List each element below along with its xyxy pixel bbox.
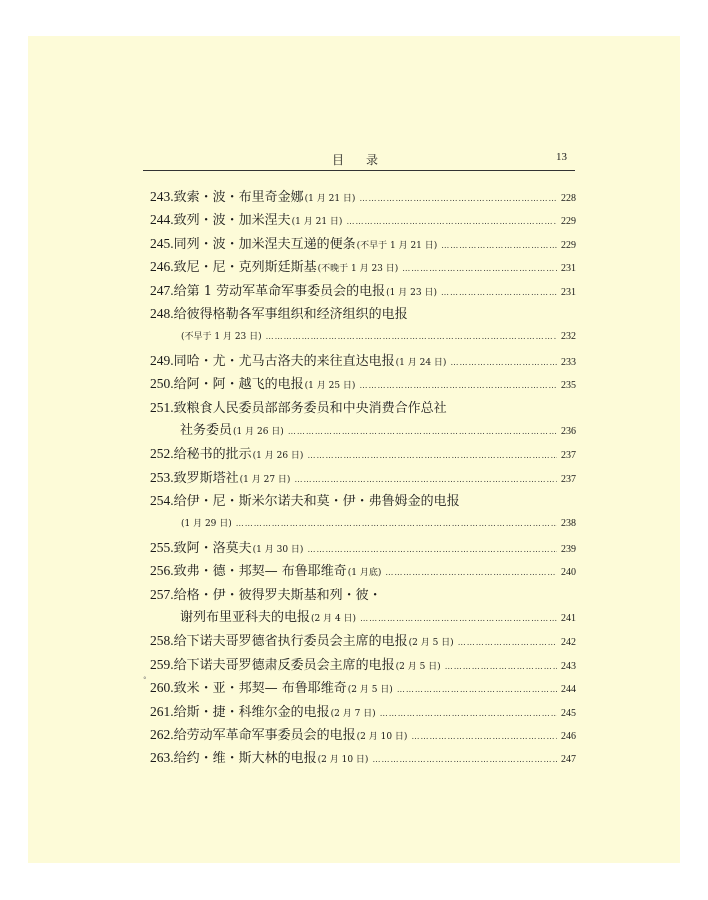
toc-entry-page: 240 bbox=[561, 567, 576, 579]
toc-dot-leader bbox=[458, 631, 557, 654]
toc-entry-title: 致米・亚・邦契— 布鲁耶维奇 bbox=[173, 681, 347, 697]
toc-entry bbox=[150, 279, 576, 302]
toc-entry-date: (2 月 7 日) bbox=[330, 708, 376, 719]
toc-entry-title-cont: 谢列布里亚科夫的电报 bbox=[180, 610, 311, 626]
toc-entry-line bbox=[150, 583, 576, 606]
toc-dot-leader bbox=[385, 561, 557, 584]
header-page-number: 13 bbox=[556, 151, 567, 163]
toc-entry-line bbox=[150, 629, 576, 652]
toc-dot-leader bbox=[441, 234, 557, 257]
toc-entry-number: 258. bbox=[150, 633, 174, 649]
toc-dot-leader bbox=[372, 748, 557, 771]
toc-entry-number: 261. bbox=[150, 703, 174, 719]
toc-entry-line bbox=[150, 559, 576, 582]
toc-entry-number: 248. bbox=[150, 305, 174, 321]
toc-entry-page: 229 bbox=[561, 239, 576, 251]
toc-dot-leader bbox=[307, 444, 557, 467]
toc-dot-leader bbox=[359, 374, 557, 397]
toc-entry-number: 249. bbox=[150, 352, 174, 368]
toc-entry-page: 244 bbox=[561, 684, 576, 696]
toc-entry bbox=[150, 723, 576, 746]
toc-entry-continuation-line bbox=[150, 606, 576, 629]
toc-entry-date: (1 月 21 日) bbox=[304, 194, 356, 204]
toc-entry-page: 243 bbox=[561, 660, 576, 672]
toc-entry-number: 250. bbox=[150, 376, 174, 392]
toc-entry-number: 254. bbox=[150, 493, 174, 509]
toc-entry-number: 247. bbox=[150, 282, 174, 298]
toc-dot-leader bbox=[441, 281, 557, 304]
toc-entry-date: (2 月 5 日) bbox=[395, 661, 441, 672]
toc-dot-leader bbox=[411, 725, 557, 748]
toc-entry-page: 246 bbox=[561, 730, 576, 742]
toc-entry-title-cont: 社务委员 bbox=[180, 422, 233, 438]
toc-entry bbox=[150, 208, 576, 231]
table-of-contents bbox=[150, 185, 576, 770]
toc-entry-title: 给伊・尼・斯米尔诺夫和莫・伊・弗鲁姆金的电报 bbox=[173, 494, 460, 510]
header-title: 目录 bbox=[332, 153, 401, 167]
toc-dot-leader bbox=[397, 678, 557, 701]
toc-entry-page: 241 bbox=[561, 613, 576, 625]
toc-entry-line bbox=[150, 536, 576, 559]
toc-entry-page: 232 bbox=[561, 331, 576, 343]
toc-entry-title: 给斯・捷・科维尔金的电报 bbox=[173, 704, 330, 720]
toc-entry bbox=[150, 302, 576, 349]
toc-entry-page: 242 bbox=[561, 637, 576, 649]
toc-dot-leader bbox=[450, 351, 557, 374]
toc-entry-title: 给第 1 劳动军革命军事委员会的电报 bbox=[173, 283, 386, 299]
toc-entry-number: 257. bbox=[150, 586, 174, 602]
toc-entry-date: (2 月 4 日) bbox=[311, 614, 357, 625]
toc-entry-page: 233 bbox=[561, 356, 576, 368]
toc-entry-title: 致索・波・布里奇金娜 bbox=[173, 190, 304, 205]
toc-entry bbox=[150, 232, 576, 255]
toc-entry-date: (2 月 10 日) bbox=[317, 755, 369, 766]
toc-entry-continuation-line bbox=[150, 512, 576, 535]
toc-entry-page: 238 bbox=[561, 518, 576, 530]
toc-entry-title: 同哈・尤・尤马古洛夫的来往直达电报 bbox=[173, 353, 395, 369]
toc-entry-line bbox=[150, 442, 576, 465]
toc-entry-page: 245 bbox=[561, 707, 576, 719]
toc-entry-title: 致尼・尼・克列斯廷斯基 bbox=[173, 260, 317, 276]
toc-entry-number: 244. bbox=[150, 212, 174, 228]
toc-entry-page: 237 bbox=[561, 473, 576, 485]
toc-entry-date: (1 月 21 日) bbox=[291, 217, 343, 228]
toc-entry-line bbox=[150, 372, 576, 395]
toc-entry-title: 给格・伊・彼得罗夫斯基和列・彼・ bbox=[173, 587, 382, 603]
toc-entry bbox=[150, 372, 576, 395]
toc-entry-date: (1 月 25 日) bbox=[304, 381, 356, 392]
page-header bbox=[143, 150, 575, 171]
toc-dot-leader bbox=[236, 512, 557, 535]
toc-entry-number: 263. bbox=[150, 750, 174, 766]
toc-entry-number: 256. bbox=[150, 563, 174, 579]
toc-entry-line bbox=[150, 279, 576, 302]
toc-entry-title: 给阿・阿・越飞的电报 bbox=[173, 377, 304, 393]
toc-entry-title: 致罗斯塔社 bbox=[173, 470, 239, 486]
toc-entry-title: 给劳动军革命军事委员会的电报 bbox=[173, 727, 356, 743]
toc-entry bbox=[150, 583, 576, 630]
toc-entry-line bbox=[150, 185, 576, 208]
toc-entry-page: 236 bbox=[561, 425, 576, 437]
toc-entry-page: 231 bbox=[561, 286, 576, 298]
toc-entry bbox=[150, 536, 576, 559]
toc-entry-page: 229 bbox=[561, 216, 576, 228]
toc-entry-line bbox=[150, 232, 576, 255]
toc-dot-leader bbox=[294, 468, 557, 491]
toc-entry-line bbox=[150, 489, 576, 512]
toc-entry-date: (不晚于 1 月 23 日) bbox=[317, 264, 399, 275]
toc-entry-date: (1 月底) bbox=[347, 568, 382, 579]
toc-dot-leader bbox=[402, 257, 557, 280]
toc-entry-date: (1 月 24 日) bbox=[395, 357, 447, 368]
toc-entry-number: 245. bbox=[150, 235, 174, 251]
toc-entry-date: (1 月 30 日) bbox=[252, 544, 304, 555]
toc-entry-date: (2 月 5 日) bbox=[408, 638, 454, 649]
toc-entry bbox=[150, 489, 576, 536]
toc-entry-title: 致粮食人民委员部部务委员和中央消费合作总社 bbox=[173, 400, 447, 416]
toc-entry-number: 246. bbox=[150, 259, 174, 275]
toc-entry-title: 同列・波・加米涅夫互递的便条 bbox=[173, 236, 356, 252]
toc-entry-line bbox=[150, 723, 576, 746]
toc-dot-leader bbox=[346, 210, 557, 233]
toc-dot-leader bbox=[445, 655, 557, 678]
toc-entry-title: 致弗・德・邦契— 布鲁耶维奇 bbox=[173, 564, 347, 580]
toc-entry-title: 给秘书的批示 bbox=[173, 447, 252, 463]
toc-entry-line bbox=[150, 746, 576, 769]
toc-entry bbox=[150, 629, 576, 652]
toc-entry-date: (2 月 5 日) bbox=[347, 685, 393, 696]
toc-entry bbox=[150, 653, 576, 676]
toc-entry-title: 给约・维・斯大林的电报 bbox=[173, 751, 317, 767]
toc-entry bbox=[150, 466, 576, 489]
toc-entry-title: 致列・波・加米涅夫 bbox=[173, 213, 291, 229]
toc-entry bbox=[150, 185, 576, 208]
stray-mark: ° bbox=[143, 676, 147, 684]
toc-dot-leader bbox=[307, 538, 557, 561]
toc-entry-number: 252. bbox=[150, 446, 174, 462]
toc-entry-page: 247 bbox=[561, 754, 576, 766]
toc-entry bbox=[150, 349, 576, 372]
toc-entry-line bbox=[150, 255, 576, 278]
toc-dot-leader bbox=[359, 187, 557, 210]
toc-entry bbox=[150, 396, 576, 443]
toc-entry-line bbox=[150, 676, 576, 699]
toc-entry-date: (1 月 23 日) bbox=[386, 287, 437, 298]
toc-entry-date: (1 月 26 日) bbox=[233, 426, 284, 437]
toc-entry-line bbox=[150, 466, 576, 489]
toc-entry-title: 致阿・洛莫夫 bbox=[173, 540, 252, 556]
toc-entry-line bbox=[150, 653, 576, 676]
toc-dot-leader bbox=[288, 420, 557, 443]
toc-entry-date: (2 月 10 日) bbox=[356, 731, 408, 742]
toc-entry bbox=[150, 442, 576, 465]
toc-entry-number: 243. bbox=[150, 189, 174, 204]
toc-entry-page: 239 bbox=[561, 543, 576, 555]
toc-dot-leader bbox=[380, 702, 557, 725]
toc-entry-number: 259. bbox=[150, 656, 174, 672]
toc-entry-date: (1 月 29 日) bbox=[181, 519, 232, 530]
toc-dot-leader bbox=[266, 325, 557, 348]
toc-entry-page: 235 bbox=[561, 380, 576, 392]
toc-entry-number: 262. bbox=[150, 726, 174, 742]
toc-entry-page: 237 bbox=[561, 450, 576, 462]
toc-entry bbox=[150, 746, 576, 769]
toc-entry-line bbox=[150, 700, 576, 723]
toc-entry-date: (不早于 1 月 23 日) bbox=[181, 332, 262, 343]
toc-entry-number: 253. bbox=[150, 469, 174, 485]
toc-entry-continuation-line bbox=[150, 325, 576, 348]
toc-entry bbox=[150, 676, 576, 699]
toc-entry-title: 给下诺夫哥罗德省执行委员会主席的电报 bbox=[173, 634, 408, 650]
toc-entry bbox=[150, 559, 576, 582]
toc-entry-page: 231 bbox=[561, 263, 576, 275]
toc-entry-number: 251. bbox=[150, 399, 174, 415]
toc-dot-leader bbox=[360, 607, 557, 630]
toc-entry-date: (1 月 26 日) bbox=[252, 451, 304, 462]
toc-entry-line bbox=[150, 208, 576, 231]
toc-entry-date: (不早于 1 月 21 日) bbox=[356, 240, 438, 251]
toc-entry-line bbox=[150, 349, 576, 372]
toc-entry-page: 228 bbox=[561, 193, 576, 204]
toc-entry-title: 给下诺夫哥罗德肃反委员会主席的电报 bbox=[173, 657, 395, 673]
toc-entry-title: 给彼得格勒各军事组织和经济组织的电报 bbox=[173, 306, 408, 322]
toc-entry-line bbox=[150, 396, 576, 419]
toc-entry-continuation-line bbox=[150, 419, 576, 442]
toc-entry bbox=[150, 700, 576, 723]
toc-entry bbox=[150, 255, 576, 278]
toc-entry-date: (1 月 27 日) bbox=[239, 474, 291, 485]
toc-entry-number: 255. bbox=[150, 539, 174, 555]
toc-entry-line bbox=[150, 302, 576, 325]
toc-entry-number: 260. bbox=[150, 680, 174, 696]
